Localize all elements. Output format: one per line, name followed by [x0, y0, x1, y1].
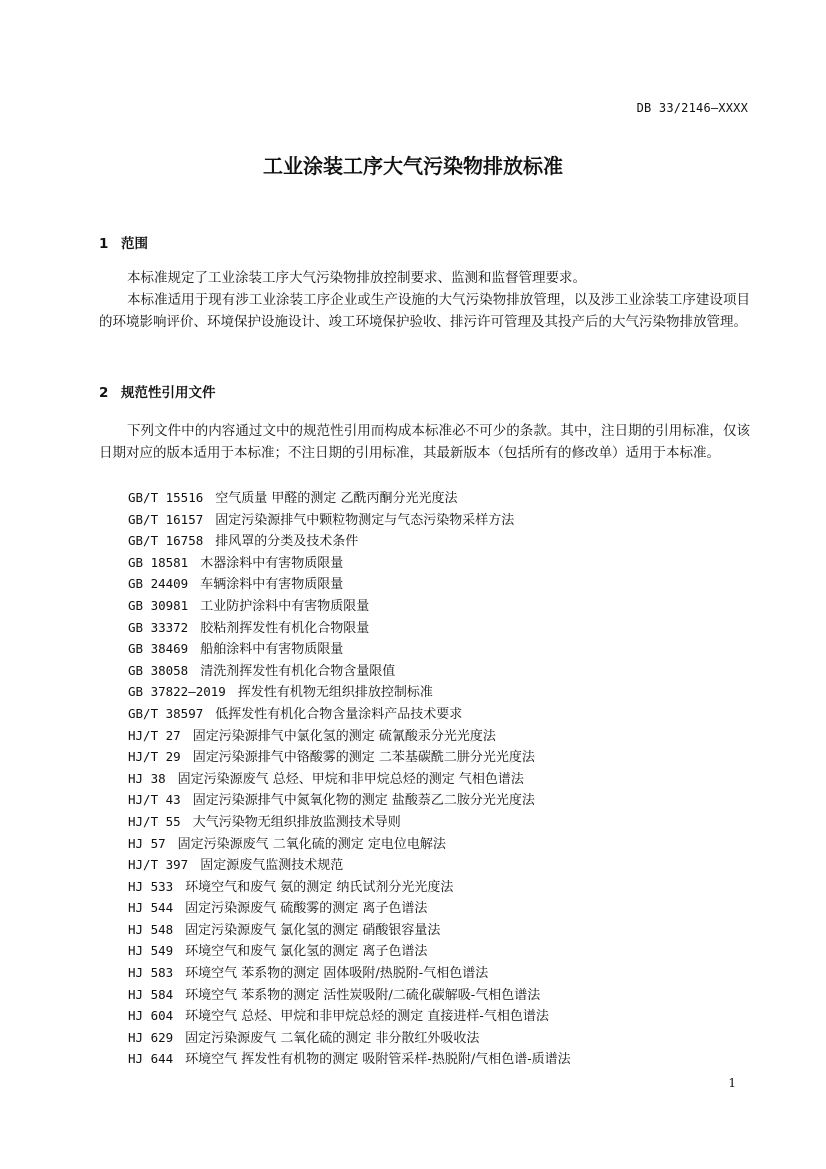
section-heading-scope	[99, 232, 148, 252]
reference-code: HJ 549	[128, 943, 174, 959]
reference-item	[128, 1005, 571, 1027]
reference-title: 环境空气和废气 氨的测定 纳氏试剂分光光度法	[185, 879, 454, 895]
reference-item	[128, 573, 571, 595]
reference-item	[128, 487, 571, 509]
reference-title: 固定污染源排气中氮氧化物的测定 盐酸萘乙二胺分光光度法	[192, 793, 535, 809]
reference-code: HJ/T 55	[128, 813, 181, 829]
reference-item	[128, 595, 571, 617]
reference-item	[128, 962, 571, 984]
reference-title: 清洗剂挥发性有机化合物含量限值	[200, 663, 396, 679]
reference-title: 木器涂料中有害物质限量	[200, 555, 344, 571]
reference-title: 固定污染源排气中氯化氢的测定 硫氰酸汞分光光度法	[192, 728, 496, 744]
reference-title: 低挥发性有机化合物含量涂料产品技术要求	[215, 706, 463, 722]
section-number: 1	[99, 236, 109, 252]
document-code: DB 33/2146—XXXX	[636, 101, 748, 115]
reference-title: 固定污染源废气 二氧化硫的测定 非分散红外吸收法	[185, 1030, 480, 1046]
reference-item	[128, 789, 571, 811]
reference-title: 环境空气 总烃、甲烷和非甲烷总烃的测定 直接进样-气相色谱法	[185, 1009, 549, 1025]
reference-code: GB 30981	[128, 597, 189, 613]
reference-item	[128, 1048, 571, 1070]
reference-code: HJ/T 27	[128, 727, 181, 743]
reference-title: 车辆涂料中有害物质限量	[200, 577, 344, 593]
reference-title: 挥发性有机物无组织排放控制标准	[237, 685, 433, 701]
reference-item	[128, 919, 571, 941]
reference-code: HJ/T 43	[128, 792, 181, 808]
section-heading-normative-references	[99, 381, 216, 401]
reference-code: HJ 629	[128, 1029, 174, 1045]
reference-title: 排风罩的分类及技术条件	[215, 534, 359, 550]
reference-code: HJ 38	[128, 770, 166, 786]
reference-code: GB 18581	[128, 554, 189, 570]
reference-code: GB 37822—2019	[128, 684, 226, 700]
reference-item	[128, 746, 571, 768]
reference-code: HJ/T 29	[128, 749, 181, 765]
reference-item	[128, 681, 571, 703]
reference-code: GB/T 16157	[128, 511, 204, 527]
reference-title: 环境空气和废气 氯化氢的测定 离子色谱法	[185, 944, 428, 960]
reference-code: HJ 544	[128, 900, 174, 916]
reference-code: GB 33372	[128, 619, 189, 635]
reference-title: 环境空气 苯系物的测定 固体吸附/热脱附-气相色谱法	[185, 966, 489, 982]
reference-code: GB/T 16758	[128, 533, 204, 549]
reference-title: 胶粘剂挥发性有机化合物限量	[200, 620, 370, 636]
reference-title: 环境空气 挥发性有机物的测定 吸附管采样-热脱附/气相色谱-质谱法	[185, 1052, 571, 1068]
reference-title: 固定污染源废气 氯化氢的测定 硝酸银容量法	[185, 922, 441, 938]
reference-code: HJ 644	[128, 1051, 174, 1067]
reference-title: 固定污染源废气 总烃、甲烷和非甲烷总烃的测定 气相色谱法	[177, 771, 524, 787]
reference-code: GB 38058	[128, 662, 189, 678]
references-intro-paragraph: 下列文件中的内容通过文中的规范性引用而构成本标准必不可少的条款。其中，注日期的引用标准，仅该日期对应的版本适用于本标准；不注日期的引用标准，其最新版本（包括所有的修改单）适用于本标准。	[99, 423, 750, 461]
reference-title: 空气质量 甲醛的测定 乙酰丙酮分光光度法	[215, 491, 458, 506]
reference-item	[128, 660, 571, 682]
reference-item	[128, 509, 571, 531]
reference-code: GB 24409	[128, 576, 189, 592]
reference-title: 固定污染源废气 硫酸雾的测定 离子色谱法	[185, 901, 428, 917]
section-number: 2	[99, 385, 109, 401]
reference-item	[128, 552, 571, 574]
reference-item	[128, 530, 571, 552]
reference-item	[128, 1027, 571, 1049]
reference-title: 固定源废气监测技术规范	[200, 858, 344, 874]
reference-code: GB/T 15516	[128, 490, 204, 505]
reference-item	[128, 638, 571, 660]
reference-item	[128, 897, 571, 919]
reference-code: HJ 584	[128, 986, 174, 1002]
reference-title: 固定污染源废气 二氧化硫的测定 定电位电解法	[177, 836, 446, 852]
reference-item	[128, 617, 571, 639]
reference-code: HJ 57	[128, 835, 166, 851]
reference-title: 固定污染源排气中颗粒物测定与气态污染物采样方法	[215, 512, 515, 528]
reference-code: HJ 583	[128, 965, 174, 981]
reference-title: 船舶涂料中有害物质限量	[200, 642, 344, 658]
reference-code: GB 38469	[128, 641, 189, 657]
section-title: 规范性引用文件	[121, 385, 216, 401]
reference-item	[128, 703, 571, 725]
reference-item	[128, 811, 571, 833]
reference-title: 固定污染源排气中铬酸雾的测定 二苯基碳酰二肼分光光度法	[192, 750, 535, 766]
page-number: 1	[728, 1076, 736, 1090]
reference-list	[128, 487, 571, 1070]
reference-item	[128, 876, 571, 898]
reference-item	[128, 725, 571, 747]
reference-code: HJ 604	[128, 1008, 174, 1024]
scope-paragraph: 本标准适用于现有涉工业涂装工序企业或生产设施的大气污染物排放管理，以及涉工业涂装工序建设项目的环境影响评价、环境保护设施设计、竣工环境保护验收、排污许可管理及其投产后的大气污染物排放管理。	[99, 292, 750, 330]
scope-paragraph: 本标准规定了工业涂装工序大气污染物排放控制要求、监测和监督管理要求。	[127, 270, 586, 286]
reference-item	[128, 984, 571, 1006]
reference-title: 大气污染物无组织排放监测技术导则	[192, 814, 401, 830]
reference-title: 环境空气 苯系物的测定 活性炭吸附/二硫化碳解吸-气相色谱法	[185, 987, 541, 1003]
reference-title: 工业防护涂料中有害物质限量	[200, 598, 370, 614]
reference-item	[128, 833, 571, 855]
reference-item	[128, 768, 571, 790]
reference-code: HJ/T 397	[128, 857, 189, 873]
reference-code: HJ 533	[128, 878, 174, 894]
reference-code: GB/T 38597	[128, 705, 204, 721]
section-title: 范围	[121, 236, 148, 252]
reference-item	[128, 940, 571, 962]
reference-code: HJ 548	[128, 921, 174, 937]
reference-item	[128, 854, 571, 876]
document-title: 工业涂装工序大气污染物排放标准	[263, 154, 563, 178]
